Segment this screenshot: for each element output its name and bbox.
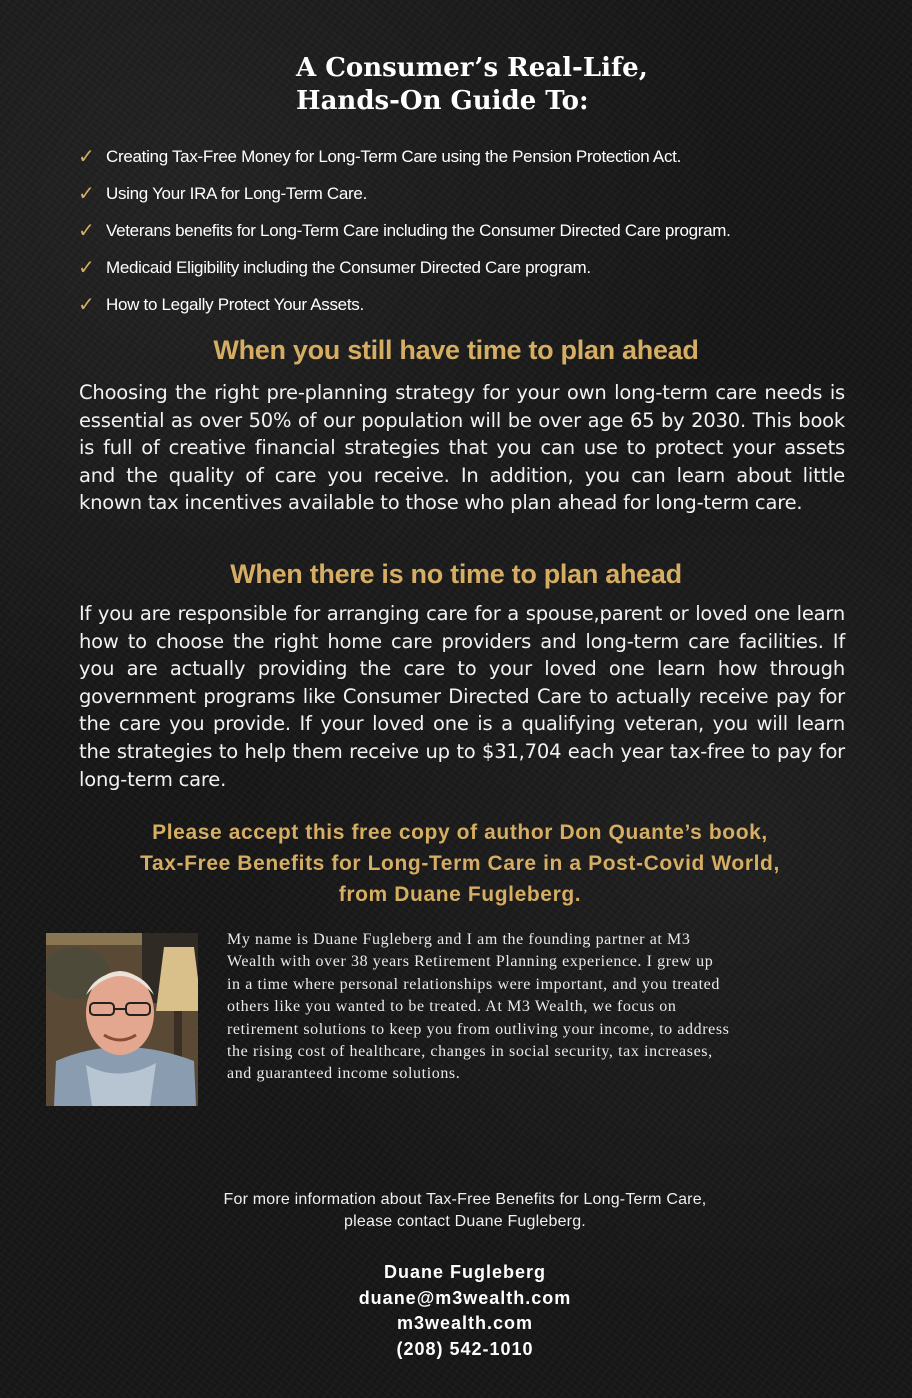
- checklist-item: [78, 286, 878, 323]
- checklist-item: [78, 138, 878, 175]
- section1-heading: When you still have time to plan ahead: [213, 335, 699, 365]
- benefits-checklist: [78, 138, 878, 323]
- bio-line: My name is Duane Fugleberg and I am the founding partner at M3: [227, 931, 691, 948]
- contact-name: Duane Fugleberg: [383, 1262, 546, 1282]
- free-copy-offer: [0, 817, 912, 910]
- more-info-text: [0, 1189, 912, 1233]
- section2-body: If you are responsible for arranging care for a spouse,parent or loved one learn how to choose the right home care providers and long-term care facilities. If you are actually providing the care to your loved one learn how through government programs like Consumer Directed Care to actually receive pay for the care you provide. If your loved one is a qualifying veteran, you will learn the strategies to help them receive up to $31,704 each year tax-free to pay for long-term care.: [79, 602, 845, 791]
- contact-email-link[interactable]: duane@m3wealth.com: [358, 1287, 572, 1308]
- bio-line: Wealth with over 38 years Retirement Planning experience. I grew up: [227, 953, 714, 971]
- bio-line: in a time where personal relationships were important, and you treated: [227, 975, 720, 993]
- offer-line1: Please accept this free copy of author Don Quante’s book,: [152, 821, 768, 844]
- bio-line: the rising cost of healthcare, changes in social security, tax increases,: [227, 1043, 713, 1061]
- checklist-item: [78, 249, 878, 286]
- checklist-item: [78, 175, 878, 212]
- more-info-line1: For more information about Tax-Free Benefits for Long-Term Care,: [223, 1191, 707, 1208]
- check-mark-icon: ✓: [78, 220, 95, 242]
- guide-title: [296, 52, 716, 118]
- bio-line: others like you wanted to be treated. At M3 Wealth, we focus on: [227, 998, 677, 1016]
- checklist-item-text: Medicaid Eligibility including the Consumer Directed Care program.: [106, 257, 591, 277]
- check-mark-icon: ✓: [78, 183, 95, 205]
- contact-block: [0, 1260, 912, 1362]
- guide-title-line2: Hands-On Guide To:: [296, 86, 589, 116]
- offer-line2: Tax-Free Benefits for Long-Term Care in a Post-Covid World,: [140, 852, 780, 875]
- bio-line: retirement solutions to keep you from outliving your income, to address: [227, 1020, 730, 1038]
- checklist-item-text: Creating Tax-Free Money for Long-Term Care using the Pension Protection Act.: [106, 146, 682, 166]
- contact-phone-link[interactable]: (208) 542-1010: [396, 1338, 534, 1359]
- section2-heading: When there is no time to plan ahead: [230, 559, 682, 589]
- checklist-item-text: Veterans benefits for Long-Term Care including the Consumer Directed Care program.: [106, 220, 731, 240]
- author-photo: [46, 933, 198, 1106]
- checklist-item-text: How to Legally Protect Your Assets.: [106, 294, 364, 314]
- more-info-line2: please contact Duane Fugleberg.: [344, 1213, 586, 1230]
- checklist-item-text: Using Your IRA for Long-Term Care.: [106, 183, 367, 203]
- author-bio: [227, 929, 877, 1086]
- portrait-image: [46, 933, 198, 1106]
- contact-website-link[interactable]: m3wealth.com: [396, 1313, 534, 1333]
- section1-body: Choosing the right pre-planning strategy for your own long-term care needs is essential as over 50% of our population will be over age 65 by 2030. This book is full of creative financial strategies that you can use to protect your assets and the quality of care you receive. In addition, you can learn about little known tax incentives available to those who plan ahead for long-term care.: [79, 381, 845, 515]
- offer-line3: from Duane Fugleberg.: [338, 883, 582, 906]
- bio-line: and guaranteed income solutions.: [227, 1065, 461, 1083]
- check-mark-icon: ✓: [78, 257, 95, 279]
- check-mark-icon: ✓: [78, 294, 95, 316]
- check-mark-icon: ✓: [78, 146, 95, 168]
- checklist-item: [78, 212, 878, 249]
- guide-title-line1: A Consumer’s Real-Life,: [296, 53, 648, 83]
